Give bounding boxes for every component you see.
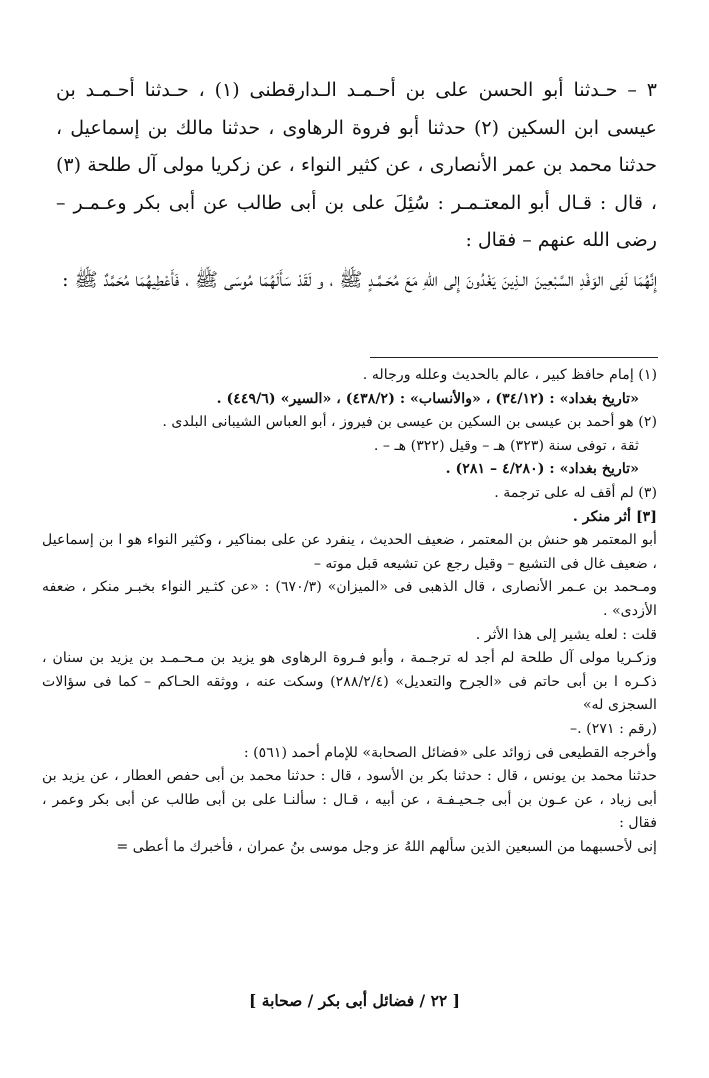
takhrij-paragraph-4: وزكـريا مولى آل طلحة لم أجد له ترجـمة ، وأبو فـروة الرهاوى هو يزيد بن مـحـمـد بن يزيد بن سنان ، ذكـره ا بن أبى حاتم فى «الجرح والتعديل» (٢٨٨/٢/٤) وسكت عنه ، ووثقه الحـاكم – كما فى سؤالات السجزى له» [42,650,657,714]
footnote-2-refs: «تاريخ بغداد» : (٤/٢٨٠ – ٢٨١) . [445,461,639,478]
takhrij-paragraph-3: قلت : لعله يشير إلى هذا الأثر . [475,626,657,643]
takhrij-paragraph-5: (رقم : ٢٧١) .– [570,720,657,737]
footnotes-block [42,364,657,859]
takhrij-heading: [٣] أثر منكر . [572,508,657,525]
main-text [56,72,657,300]
footnote-1: (١) إمام حافظ كبير ، عالم بالحديث وعلله ورجاله . [362,367,657,383]
footnote-separator [370,357,658,358]
footnote-3: (٣) لم أقف له على ترجمة . [494,484,657,501]
footnote-2: (٢) هو أحمد بن عيسى بن السكين بن عيسى بن فيروز ، أبو العباس الشيبانى البلدى . [162,414,657,431]
footnote-2-death: ثقة ، توفى سنة (٣٢٣) هـ – وقيل (٣٢٢) هـ – . [373,437,639,454]
hadith-isnad-paragraph: ٣ – حـدثنا أبو الحسن على بن أحـمـد الـدارقطنى (١) ، حـدثنا أحـمـد بن عيسى ابن السكين (٢) حدثنا أبو فروة الرهاوى ، حدثنا مالك بن إسماعيل ، حدثنا محمد بن عمر الأنصارى ، عن كثير النواء ، عن زكريا مولى آل طلحة (٣) ، قال : قـال أبو المعتـمـر : سُئِلَ على بن أبى طالب عن أبى بكر وعـمـر – رضى الله عنهم – فقال : [56,79,657,251]
page-footer: [ ٢٢ / فضائل أبى بكر / صحابة ] [249,991,460,1010]
takhrij-paragraph-7: حدثنا محمد بن يونس ، قال : حدثنا بكر بن الأسود ، قال : حدثنا محمد بن أبى حفص العطار ، عن يزيد بن أبى زياد ، عن عـون بن أبى جـحيـفـة ، عن أبيه ، قـال : سألنـا على بن أبى طالب عن أبى بكر وعمر ، فقال : [42,768,657,832]
takhrij-paragraph-1: أبو المعتمر هو حنش بن المعتمر ، ضعيف الحديث ، ينفرد عن على بمناكير ، وكثير النواء هو ا بن إسماعيل ، ضعيف غال فى التشيع – وقيل رجع عن تشيعه قبل موته – [42,532,657,572]
hadith-matn-paragraph: إِنَّهُمَا لَفِى الوَفْدِ السَّبْعِينَ الـذِينَ يَغْدُونَ إِلى اللهِ مَعَ مُحَـمَّـدٍ ﷺ ، و لَقَدْ سَأَلَهُمَا مُوسَى ﷺ ، فَأَعْطِيهُمَا مُحَمَّدٌ ﷺ : [62,268,657,291]
takhrij-paragraph-6: وأخرجه القطيعى فى زوائد على «فضائل الصحابة» للإمام أحمد (٥٦١) : [243,744,657,761]
footnote-1-refs: «تاريخ بغداد» : (٣٤/١٢) ، «والأنساب» : (٤٣٨/٢) ، «السير» (٤٤٩/٦) . [216,390,639,407]
takhrij-paragraph-2: ومـحمد بن عـمر الأنصارى ، قال الذهبى فى «الميزان» (٦٧٠/٣) : «عن كثـير النواء بخبـر منكر ، ضعفه الأزدى» . [42,579,657,619]
takhrij-paragraph-8: إنى لأحسبهما من السبعين الذين سألهم اللهُ عز وجل موسى بنُ عمران ، فأخبرك ما أعطى = [116,838,657,855]
